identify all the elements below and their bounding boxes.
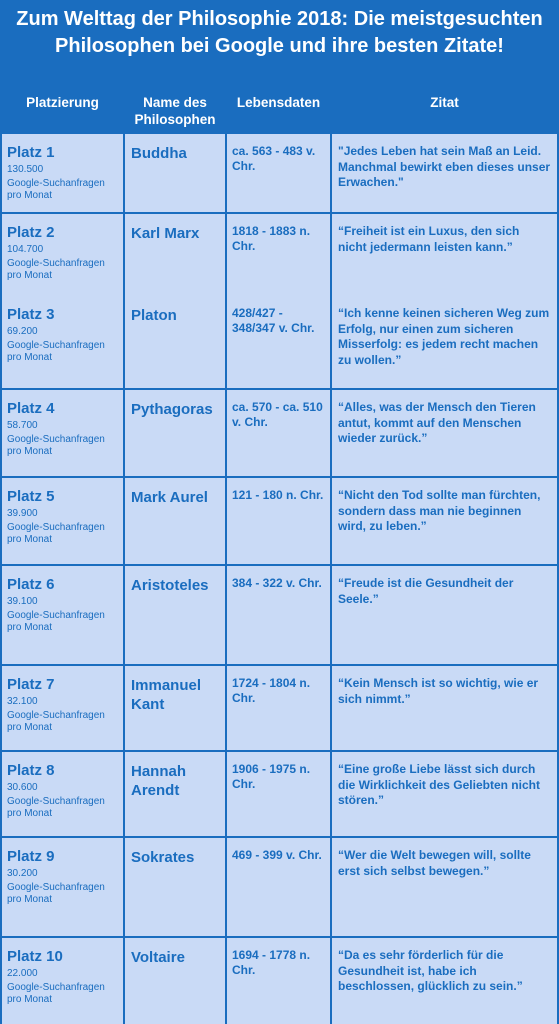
- dates-cell: [227, 752, 330, 836]
- philosopher-name: Hannah Arendt: [131, 763, 187, 799]
- header-rank: Platzierung: [26, 95, 99, 110]
- search-label: Google-Suchanfragen pro Monat: [7, 340, 105, 363]
- life-dates: 384 - 322 v. Chr.: [232, 576, 322, 590]
- philosopher-name: Mark Aurel: [131, 489, 208, 506]
- search-label: Google-Suchanfragen pro Monat: [7, 882, 105, 905]
- name-cell: [125, 214, 225, 296]
- search-label: Google-Suchanfragen pro Monat: [7, 178, 105, 201]
- table-row: [0, 752, 559, 836]
- search-label: Google-Suchanfragen pro Monat: [7, 610, 105, 633]
- search-label: Google-Suchanfragen pro Monat: [7, 522, 105, 545]
- philosopher-name: Karl Marx: [131, 225, 200, 242]
- page-title: Zum Welttag der Philosophie 2018: Die meistgesuchten Philosophen bei Google und ihre besten Zitate!: [16, 8, 543, 57]
- rank-label: Platz 1: [7, 144, 55, 161]
- philosopher-name: Sokrates: [131, 849, 195, 866]
- search-count: 30.200: [7, 868, 38, 879]
- search-count: 39.100: [7, 596, 38, 607]
- dates-cell: [227, 566, 330, 664]
- rank-cell: [2, 838, 123, 936]
- rank-label: Platz 5: [7, 488, 55, 505]
- rank-cell: [2, 938, 123, 1024]
- search-count: 22.000: [7, 968, 38, 979]
- philosopher-name: Buddha: [131, 145, 187, 162]
- search-count: 32.100: [7, 696, 38, 707]
- life-dates: ca. 563 - 483 v. Chr.: [232, 144, 316, 173]
- life-dates: 121 - 180 n. Chr.: [232, 488, 324, 502]
- rank-cell: [2, 566, 123, 664]
- header-name: Name des Philosophen: [134, 95, 216, 127]
- quote-cell: [332, 478, 557, 564]
- table-row: [0, 666, 559, 750]
- rank-cell: [2, 666, 123, 750]
- life-dates: 469 - 399 v. Chr.: [232, 848, 322, 862]
- philosopher-name: Aristoteles: [131, 577, 209, 594]
- life-dates: 1694 - 1778 n. Chr.: [232, 948, 311, 977]
- rank-label: Platz 10: [7, 948, 63, 965]
- philosopher-name: Voltaire: [131, 949, 185, 966]
- quote-text: "Jedes Leben hat sein Maß an Leid. Manchmal bewirkt eben dieses unser Erwachen.": [338, 144, 551, 189]
- dates-cell: [227, 478, 330, 564]
- search-label: Google-Suchanfragen pro Monat: [7, 982, 105, 1005]
- life-dates: 1724 - 1804 n. Chr.: [232, 676, 311, 705]
- rank-label: Platz 6: [7, 576, 55, 593]
- search-count: 58.700: [7, 420, 38, 431]
- table-row: [0, 838, 559, 936]
- name-cell: [125, 478, 225, 564]
- table-row: [0, 938, 559, 1024]
- rank-label: Platz 8: [7, 762, 55, 779]
- philosopher-name: Immanuel Kant: [131, 677, 202, 713]
- header-dates: Lebensdaten: [236, 95, 321, 110]
- quote-cell: [332, 838, 557, 936]
- quote-cell: [332, 938, 557, 1024]
- name-cell: [125, 134, 225, 212]
- quote-cell: [332, 666, 557, 750]
- name-cell: [125, 296, 225, 388]
- quote-text: “Da es sehr förderlich für die Gesundheit ist, habe ich beschlossen, glücklich zu sein.”: [338, 948, 523, 993]
- life-dates: 1818 - 1883 n. Chr.: [232, 224, 311, 253]
- quote-text: “Freiheit ist ein Luxus, den sich nicht jedermann leisten kann.”: [338, 224, 520, 254]
- dates-cell: [227, 134, 330, 212]
- dates-cell: [227, 390, 330, 476]
- name-cell: [125, 566, 225, 664]
- search-label: Google-Suchanfragen pro Monat: [7, 258, 105, 281]
- life-dates: ca. 570 - ca. 510 v. Chr.: [232, 400, 323, 429]
- quote-text: “Nicht den Tod sollte man fürchten, sondern dass man nie beginnen wird, zu leben.”: [338, 488, 541, 533]
- rank-label: Platz 3: [7, 306, 55, 323]
- name-cell: [125, 752, 225, 836]
- quote-text: “Kein Mensch ist so wichtig, wie er sich nimmt.”: [338, 676, 539, 706]
- quote-cell: [332, 390, 557, 476]
- dates-cell: [227, 938, 330, 1024]
- search-count: 130.500: [7, 164, 44, 175]
- quote-text: “Freude ist die Gesundheit der Seele.”: [338, 576, 514, 606]
- quote-cell: [332, 566, 557, 664]
- name-cell: [125, 666, 225, 750]
- quote-text: “Wer die Welt bewegen will, sollte erst sich selbst bewegen.”: [338, 848, 531, 878]
- table-row: [0, 478, 559, 564]
- philosopher-name: Pythagoras: [131, 401, 213, 418]
- quote-text: “Alles, was der Mensch den Tieren antut, kommt auf den Menschen wieder zurück.”: [338, 400, 536, 445]
- search-count: 39.900: [7, 508, 38, 519]
- dates-cell: [227, 214, 330, 296]
- quote-text: “Ich kenne keinen sicheren Weg zum Erfolg, nur einen zum sicheren Misserfolg: es jedem recht machen zu wollen.”: [338, 306, 550, 367]
- dates-cell: [227, 666, 330, 750]
- quote-cell: [332, 752, 557, 836]
- dates-cell: [227, 296, 330, 388]
- rank-label: Platz 4: [7, 400, 55, 417]
- rank-cell: [2, 390, 123, 476]
- life-dates: 428/427 - 348/347 v. Chr.: [232, 306, 315, 335]
- rank-label: Platz 2: [7, 224, 55, 241]
- name-cell: [125, 938, 225, 1024]
- rank-cell: [2, 752, 123, 836]
- search-count: 30.600: [7, 782, 38, 793]
- philosopher-name: Platon: [131, 307, 177, 324]
- search-label: Google-Suchanfragen pro Monat: [7, 710, 105, 733]
- search-label: Google-Suchanfragen pro Monat: [7, 796, 105, 819]
- name-cell: [125, 838, 225, 936]
- table-row: [0, 134, 559, 212]
- life-dates: 1906 - 1975 n. Chr.: [232, 762, 311, 791]
- search-count: 104.700: [7, 244, 44, 255]
- rank-label: Platz 7: [7, 676, 55, 693]
- rank-cell: [2, 214, 123, 296]
- quote-text: “Eine große Liebe lässt sich durch die Wirklichkeit des Geliebten nicht stören.”: [338, 762, 540, 807]
- header-quote: Zitat: [430, 95, 459, 110]
- table-row: [0, 566, 559, 664]
- rank-label: Platz 9: [7, 848, 55, 865]
- quote-cell: [332, 214, 557, 296]
- search-label: Google-Suchanfragen pro Monat: [7, 434, 105, 457]
- table-row: [0, 214, 559, 296]
- quote-cell: [332, 134, 557, 212]
- table-row: [0, 296, 559, 388]
- rank-cell: [2, 478, 123, 564]
- name-cell: [125, 390, 225, 476]
- rank-cell: [2, 296, 123, 388]
- dates-cell: [227, 838, 330, 936]
- table-row: [0, 390, 559, 476]
- quote-cell: [332, 296, 557, 388]
- rank-cell: [2, 134, 123, 212]
- search-count: 69.200: [7, 326, 38, 337]
